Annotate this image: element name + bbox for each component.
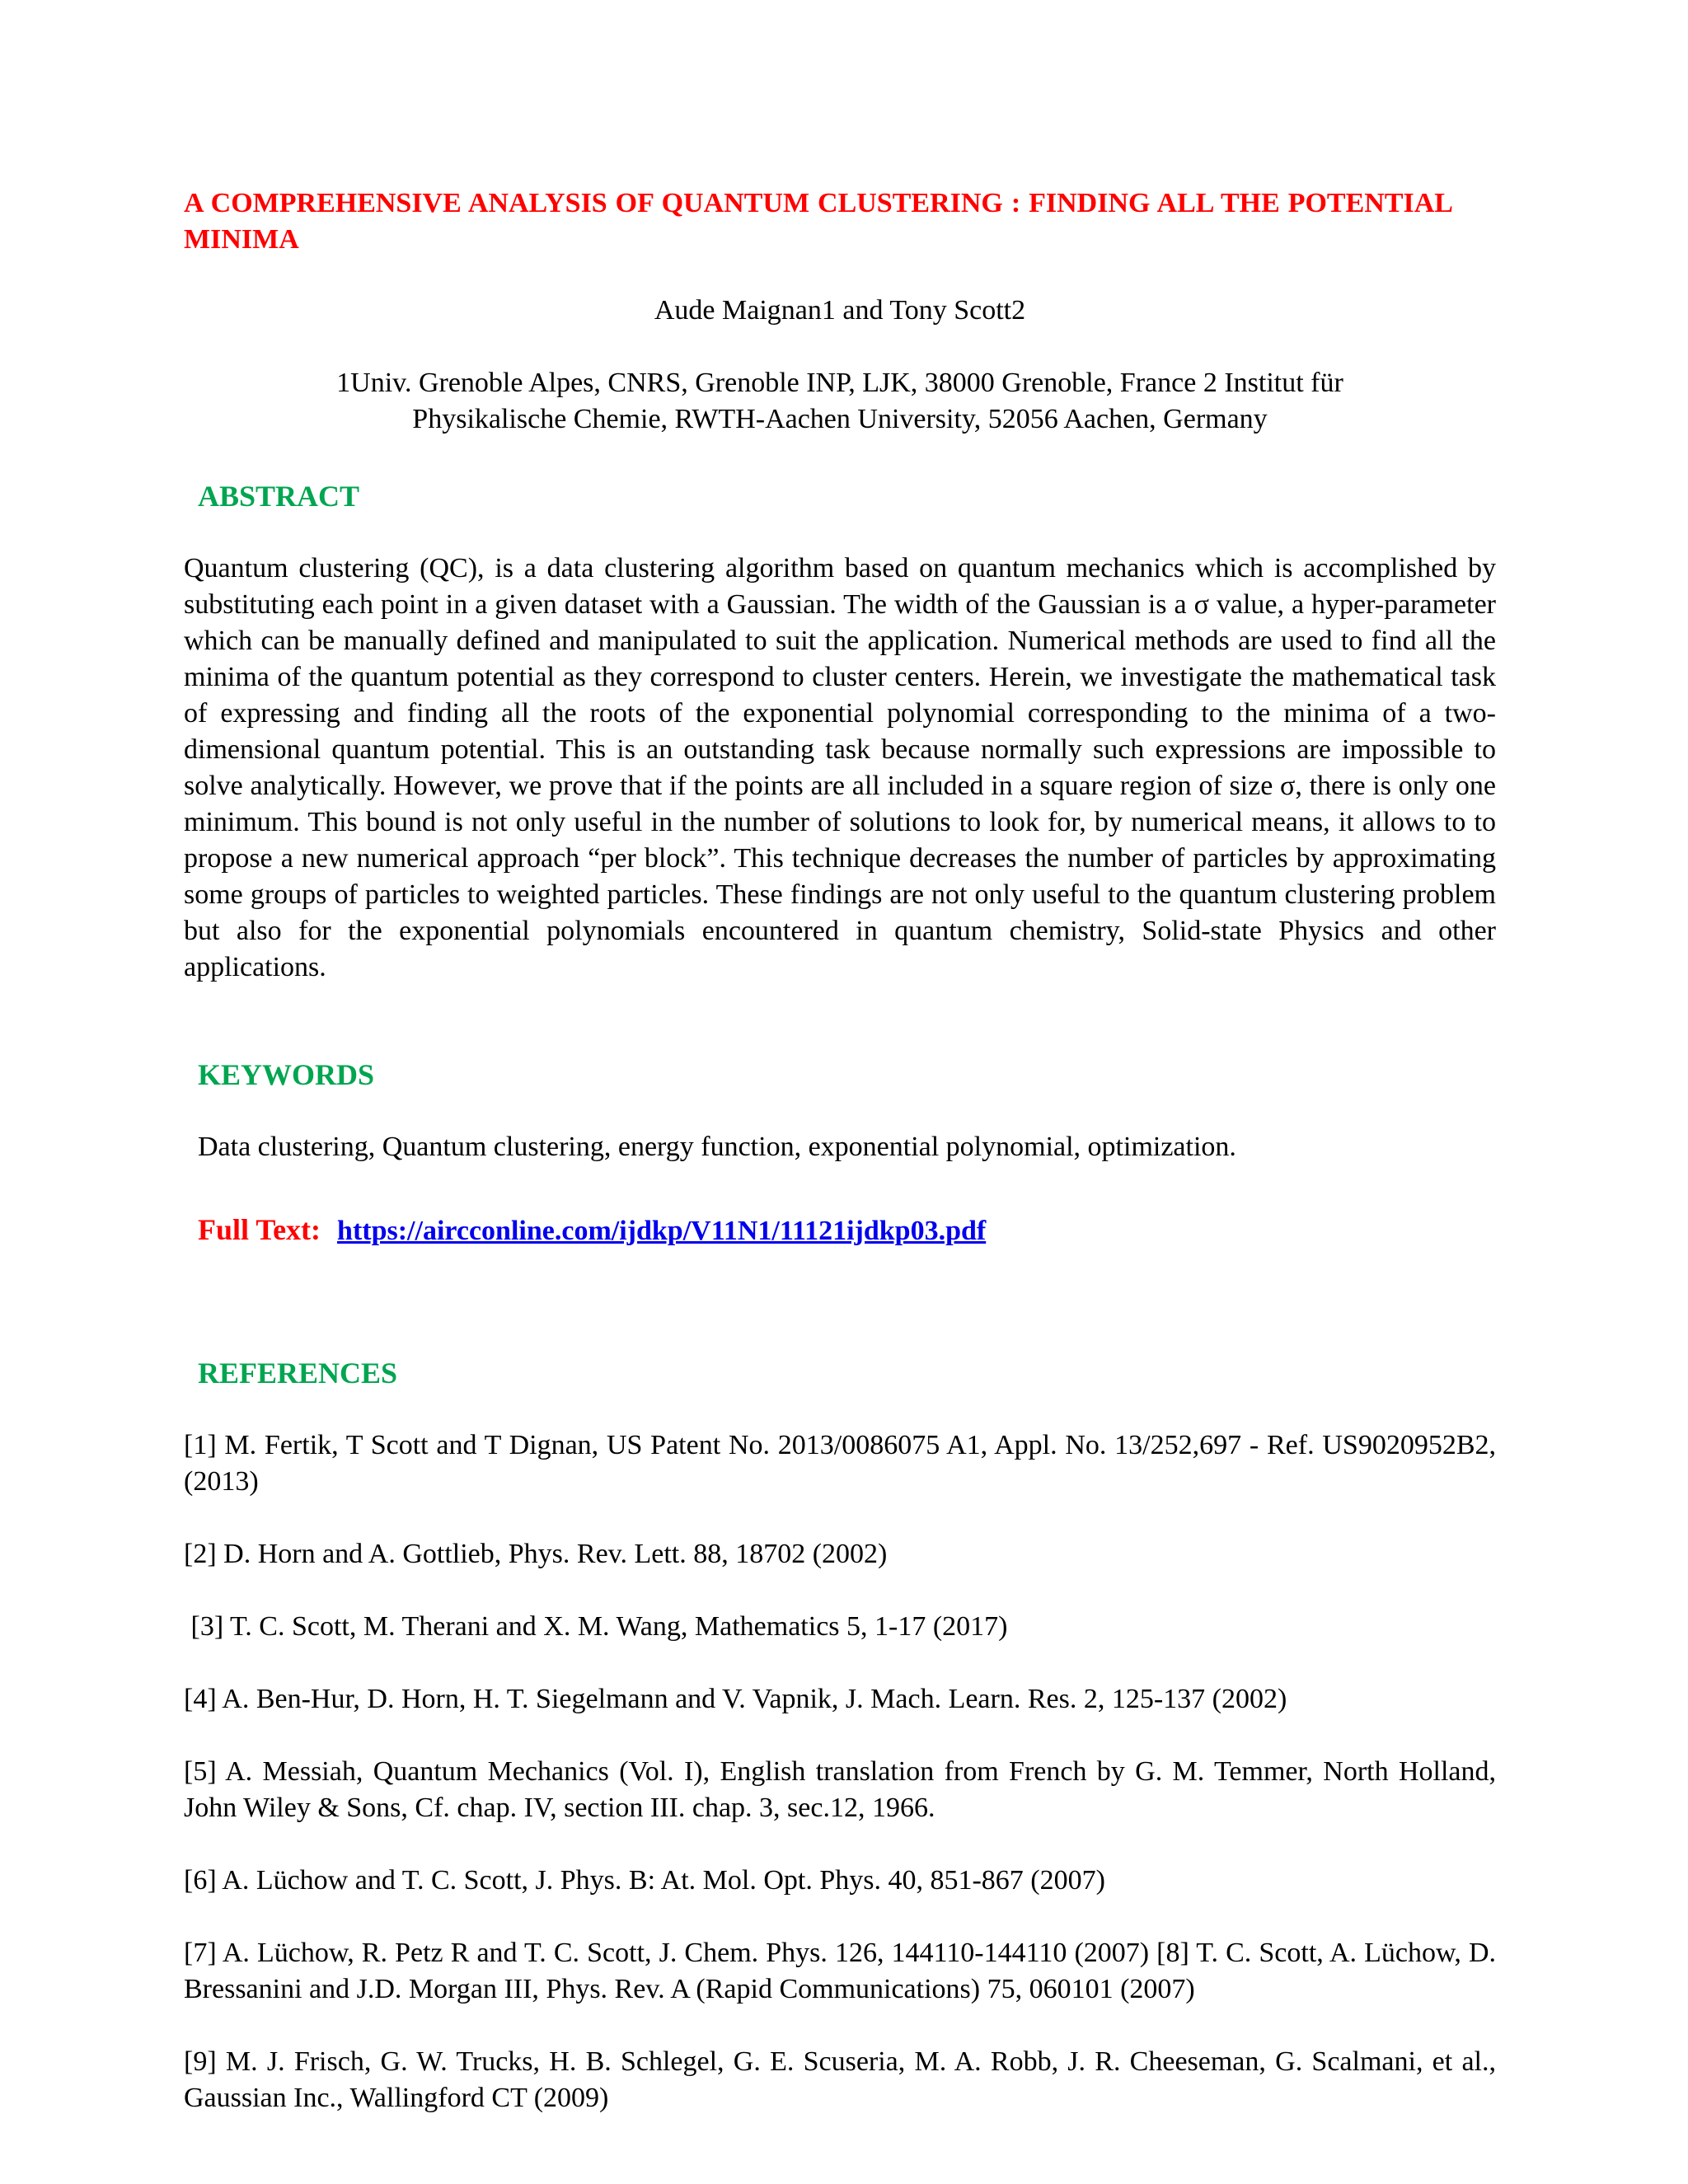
abstract-text: Quantum clustering (QC), is a data clustering algorithm based on quantum mechanics which is accomplished by substituting each point in a given dataset with a Gaussian. The width of the Gaussian is a σ value, a hyper-parameter which can be manually defined and manipulated to suit the application. Numerical methods are used to find all the minima of the quantum potential as they correspond to cluster centers. Herein, we investigate the mathematical task of expressing and finding all the roots of the exponential polynomial corresponding to the minima of a two-dimensional quantum potential. This is an outstanding task because normally such expressions are impossible to solve analytically. However, we prove that if the points are all included in a square region of size σ, there is only one minimum. This bound is not only useful in the number of solutions to look for, by numerical means, it allows to to propose a new numerical approach “per block”. This technique decreases the number of particles by approximating some groups of particles to weighted particles. These findings are not only useful to the quantum clustering problem but also for the exponential polynomials encountered in quantum chemistry, Solid-state Physics and other applications. [184,553,1496,982]
reference-item: [1] M. Fertik, T Scott and T Dignan, US Patent No. 2013/0086075 A1, Appl. No. 13/252,697 - Ref. US9020952B2, (2013) [184,1430,1496,1497]
paper-title: A COMPREHENSIVE ANALYSIS OF QUANTUM CLUSTERING : FINDING ALL THE POTENTIAL MINIMA [184,188,1453,255]
full-text-line [198,1212,986,1249]
abstract-heading: ABSTRACT [198,480,360,513]
keywords-heading: KEYWORDS [198,1058,375,1091]
reference-item: [7] A. Lüchow, R. Petz R and T. C. Scott, J. Chem. Phys. 126, 144110-144110 (2007) [8] T. C. Scott, A. Lüchow, D. Bressanini and J.D. Morgan III, Phys. Rev. A (Rapid Communications) 75, 060101 (2007) [184,1938,1496,2004]
reference-item: [2] D. Horn and A. Gottlieb, Phys. Rev. Lett. 88, 18702 (2002) [184,1539,888,1569]
reference-item: [3] T. C. Scott, M. Therani and X. M. Wang, Mathematics 5, 1-17 (2017) [184,1611,1008,1642]
keywords-text: Data clustering, Quantum clustering, energy function, exponential polynomial, optimization. [198,1132,1236,1162]
affiliation-line-1: 1Univ. Grenoble Alpes, CNRS, Grenoble INP, LJK, 38000 Grenoble, France 2 Institut für [336,368,1343,398]
reference-item: [4] A. Ben-Hur, D. Horn, H. T. Siegelmann and V. Vapnik, J. Mach. Learn. Res. 2, 125-137 (2002) [184,1684,1287,1714]
reference-item: [6] A. Lüchow and T. C. Scott, J. Phys. B: At. Mol. Opt. Phys. 40, 851-867 (2007) [184,1865,1105,1896]
references-heading: REFERENCES [198,1357,398,1390]
reference-item: [9] M. J. Frisch, G. W. Trucks, H. B. Schlegel, G. E. Scuseria, M. A. Robb, J. R. Cheeseman, G. Scalmani, et al., Gaussian Inc., Wallingford CT (2009) [184,2046,1496,2113]
full-text-label: Full Text: [198,1213,321,1246]
reference-item: [5] A. Messiah, Quantum Mechanics (Vol. I), English translation from French by G. M. Temmer, North Holland, John Wiley & Sons, Cf. chap. IV, section III. chap. 3, sec.12, 1966. [184,1756,1496,1823]
authors: Aude Maignan1 and Tony Scott2 [654,295,1026,326]
affiliation-line-2: Physikalische Chemie, RWTH-Aachen University, 52056 Aachen, Germany [412,404,1268,434]
full-text-link[interactable]: https://aircconline.com/ijdkp/V11N1/11121ijdkp03.pdf [337,1216,987,1246]
